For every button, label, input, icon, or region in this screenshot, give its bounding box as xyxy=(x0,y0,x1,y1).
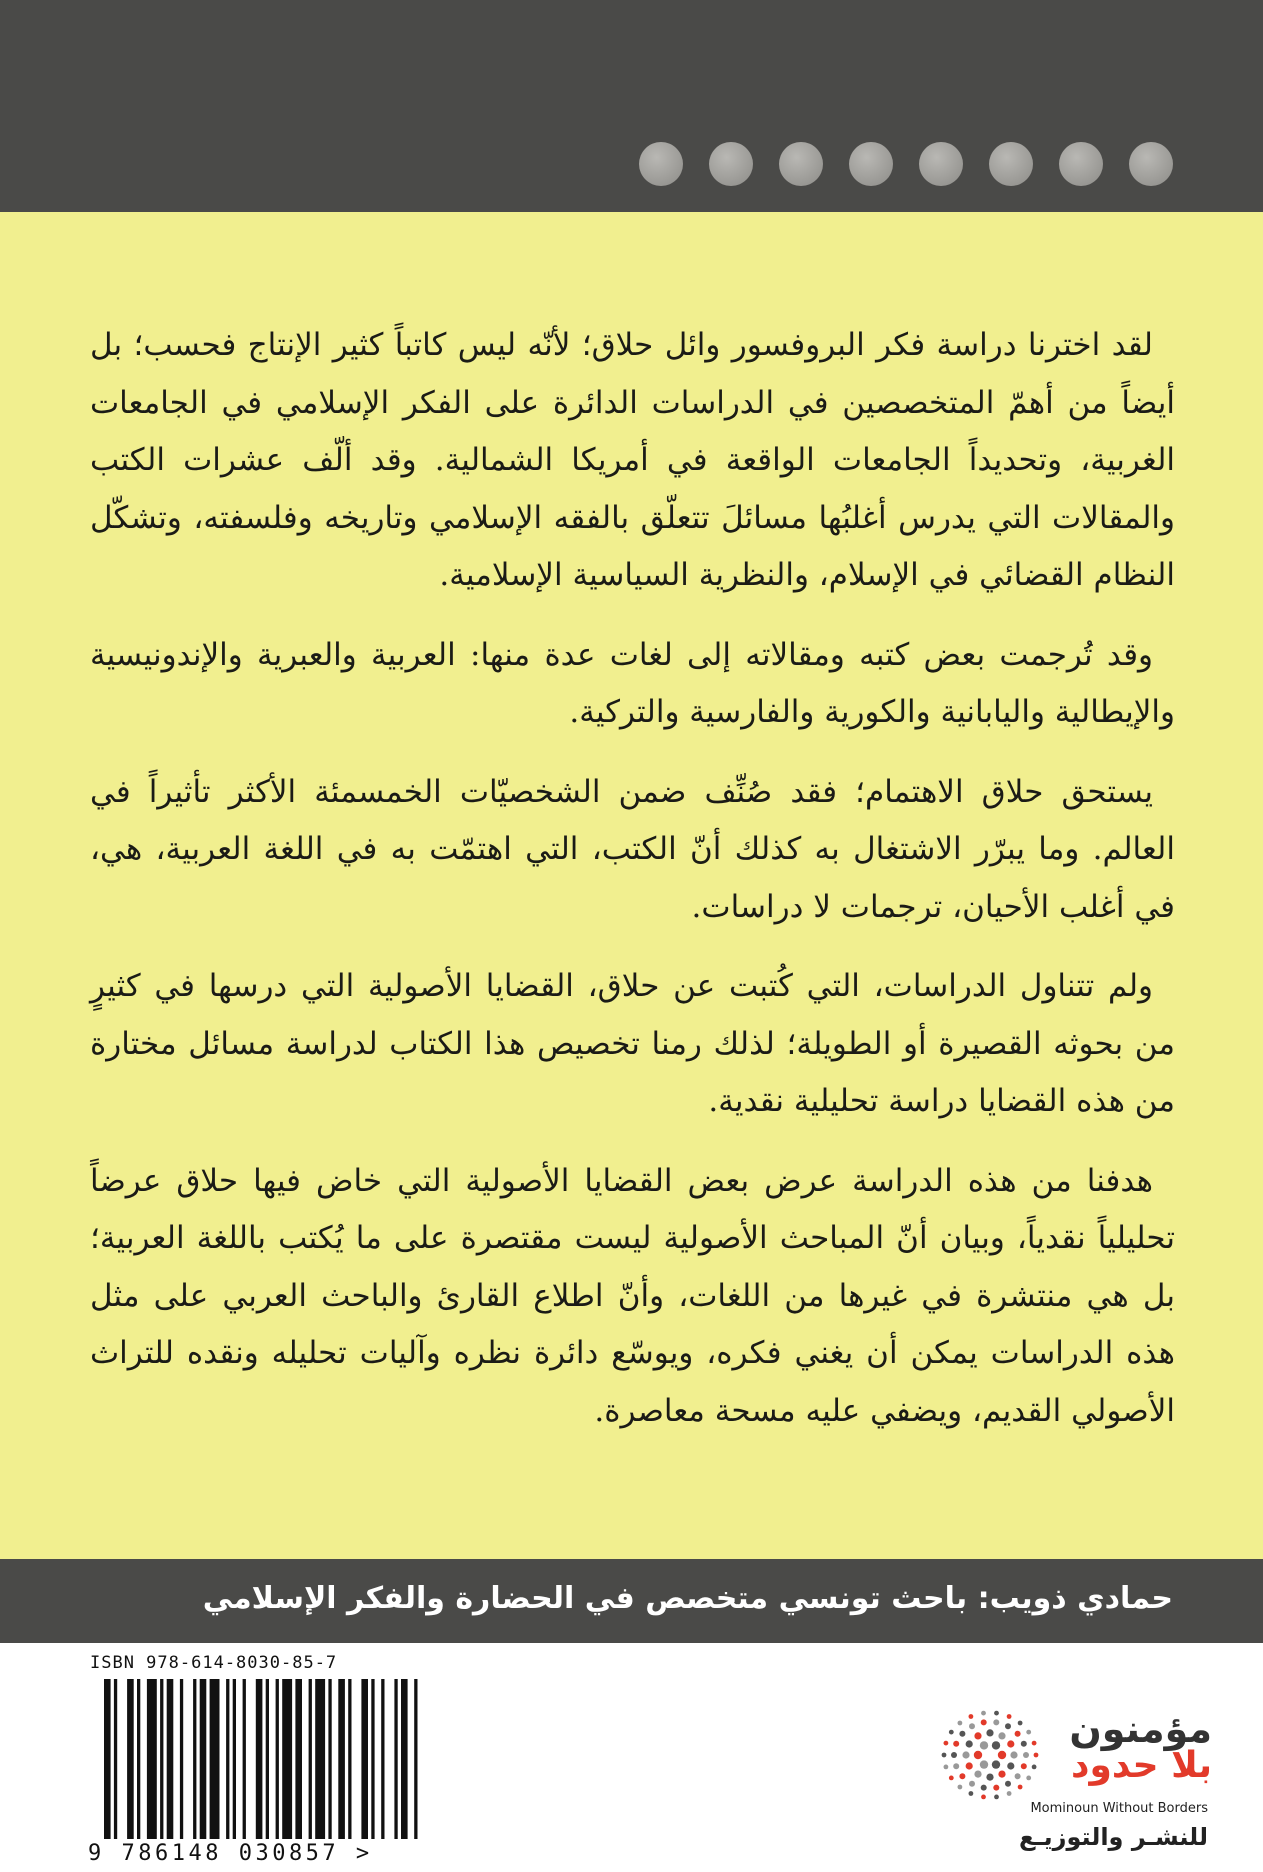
logo-dot xyxy=(1005,1723,1011,1729)
logo-dot xyxy=(944,1741,949,1746)
logo-dot xyxy=(986,1774,993,1781)
dot-icon xyxy=(639,142,683,186)
dot-icon xyxy=(919,142,963,186)
logo-dot xyxy=(969,1723,975,1729)
barcode-bar xyxy=(361,1679,368,1839)
logo-dot xyxy=(981,1711,986,1716)
logo-dot xyxy=(951,1752,957,1758)
barcode-bar xyxy=(210,1679,220,1839)
dot-icon xyxy=(779,142,823,186)
logo-dot xyxy=(974,1732,981,1739)
barcode-bar xyxy=(104,1679,111,1839)
barcode-digits: 9 786148 030857 > xyxy=(88,1841,373,1866)
barcode-bar xyxy=(371,1679,374,1839)
barcode-bar xyxy=(200,1679,207,1839)
barcode-bar xyxy=(381,1679,384,1839)
barcode-bar xyxy=(114,1679,117,1839)
logo-dot xyxy=(981,1795,986,1800)
barcode-bar xyxy=(243,1679,246,1839)
logo-dot xyxy=(992,1760,1000,1768)
logo-dot xyxy=(1021,1741,1027,1747)
logo-dot xyxy=(958,1721,963,1726)
barcode-bar xyxy=(160,1679,163,1839)
logo-dot xyxy=(958,1785,963,1790)
publisher-name-english: Mominoun Without Borders xyxy=(1030,1801,1208,1816)
publisher-name-accent: بلا حدود xyxy=(1071,1745,1212,1786)
logo-dot xyxy=(944,1765,949,1770)
logo-dot xyxy=(981,1785,987,1791)
isbn-label: ISBN 978-614-8030-85-7 xyxy=(90,1653,338,1673)
top-band xyxy=(0,0,1263,212)
logo-dot xyxy=(1034,1753,1039,1758)
logo-dot xyxy=(949,1730,954,1735)
dot-icon xyxy=(709,142,753,186)
barcode-bar xyxy=(226,1679,229,1839)
logo-dot xyxy=(998,1771,1005,1778)
barcode-icon xyxy=(104,1679,500,1839)
publisher-tagline: للنشـر والتوزيـع xyxy=(1019,1823,1208,1851)
logo-dot xyxy=(1023,1752,1029,1758)
author-line: حمادي ذويب: باحث تونسي متخصص في الحضارة والفكر الإسلامي xyxy=(202,1581,1173,1616)
logo-dot xyxy=(980,1760,988,1768)
decorative-dots xyxy=(639,142,1173,186)
logo-dot xyxy=(993,1785,999,1791)
dot-icon xyxy=(1129,142,1173,186)
logo-dot xyxy=(959,1773,965,1779)
logo-dot xyxy=(1007,1740,1014,1747)
logo-dot xyxy=(974,1751,982,1759)
logo-dot xyxy=(966,1762,973,1769)
blurb-paragraph: هدفنا من هذه الدراسة عرض بعض القضايا الأصولية التي خاض فيها حلاق عرضاً تحليلياً نقدياً، وبيان أنّ المباحث الأصولية ليست مقتصرة على ما يُكتب باللغة العربية؛ بل هي منتشرة في غيرها من اللغات، وأنّ اطلاع القارئ والباحث العربي على مثل هذه الدراسات يمكن أن يغني فكره، ويوسّع دائرة نظره وآليات تحليله ونقده للتراث الأصولي القديم، ويضفي عليه مسحة معاصرة. xyxy=(90,1162,1175,1429)
barcode-bar xyxy=(276,1679,279,1839)
barcode-bar xyxy=(127,1679,134,1839)
logo-dot xyxy=(993,1719,999,1725)
logo-dot xyxy=(974,1771,981,1778)
barcode-bar xyxy=(266,1679,269,1839)
dotted-sphere-icon xyxy=(930,1705,1050,1805)
barcode-bar xyxy=(309,1679,312,1839)
logo-dot xyxy=(966,1740,973,1747)
logo-dot xyxy=(1007,1791,1012,1796)
logo-dot xyxy=(1032,1741,1037,1746)
barcode-bar xyxy=(167,1679,174,1839)
barcode-bar xyxy=(147,1679,157,1839)
logo-dot xyxy=(980,1741,988,1749)
logo-dot xyxy=(986,1729,993,1736)
logo-dot xyxy=(1026,1776,1031,1781)
logo-dot xyxy=(969,1781,975,1787)
publisher-name: مؤمنون xyxy=(1069,1707,1212,1751)
logo-dot xyxy=(992,1741,1000,1749)
blurb-paragraph: لقد اخترنا دراسة فكر البروفسور وائل حلاق؛ لأنّه ليس كاتباً كثير الإنتاج فحسب؛ بل أيضاً من أهمّ المتخصصين في الدراسات الدائرة على الفكر الإسلامي في الجامعات الغربية، وتحديداً الجامعات الواقعة في أمريكا الشمالية. وقد ألّف عشرات الكتب والمقالات التي يدرس أغلبُها مسائلَ تتعلّق بالفقه الإسلامي وتاريخه وفلسفته، وتشكّل النظام القضائي في الإسلام، والنظرية السياسية الإسلامية. xyxy=(90,327,1175,593)
blurb-paragraph: ولم تتناول الدراسات، التي كُتبت عن حلاق، القضايا الأصولية التي درسها في كثيرٍ من بحوثه القصيرة أو الطويلة؛ لذلك رمنا تخصيص هذا الكتاب لدراسة مسائل مختارة من هذه القضايا دراسة تحليلية نقدية. xyxy=(90,968,1175,1119)
bottom-area xyxy=(0,1643,1263,1872)
barcode-bar xyxy=(328,1679,331,1839)
logo-dot xyxy=(962,1751,969,1758)
barcode-bar xyxy=(338,1679,345,1839)
logo-dot xyxy=(969,1714,974,1719)
logo-dot xyxy=(981,1719,987,1725)
logo-dot xyxy=(942,1753,947,1758)
barcode-bar xyxy=(401,1679,408,1839)
logo-dot xyxy=(1015,1773,1021,1779)
logo-dot xyxy=(969,1791,974,1796)
logo-dot xyxy=(1010,1751,1017,1758)
logo-dot xyxy=(998,1732,1005,1739)
logo-dot xyxy=(1021,1763,1027,1769)
blurb-paragraph: يستحق حلاق الاهتمام؛ فقد صُنِّف ضمن الشخصيّات الخمسمئة الأكثر تأثيراً في العالم. وما يبرّر الاشتغال به كذلك أنّ الكتب، التي اهتمّت به في اللغة العربية، هي، في أغلب الأحيان، ترجمات لا دراسات. xyxy=(90,773,1175,925)
logo-dot xyxy=(1005,1781,1011,1787)
logo-dot xyxy=(953,1741,959,1747)
logo-dot xyxy=(998,1751,1006,1759)
barcode-bar xyxy=(193,1679,196,1839)
barcode-bar xyxy=(233,1679,236,1839)
dot-icon xyxy=(989,142,1033,186)
logo-dot xyxy=(1018,1721,1023,1726)
logo-dot xyxy=(1018,1785,1023,1790)
logo-dot xyxy=(994,1795,999,1800)
barcode-bar xyxy=(315,1679,325,1839)
logo-dot xyxy=(953,1763,959,1769)
barcode-bar xyxy=(180,1679,183,1839)
dot-icon xyxy=(1059,142,1103,186)
blurb-text xyxy=(90,317,1175,1462)
author-band xyxy=(0,1559,1263,1643)
logo-dot xyxy=(1015,1731,1021,1737)
logo-dot xyxy=(1032,1765,1037,1770)
logo-dot xyxy=(1007,1762,1014,1769)
barcode-bar xyxy=(295,1679,302,1839)
barcode-bar xyxy=(414,1679,417,1839)
barcode-bar xyxy=(137,1679,140,1839)
barcode-bar xyxy=(256,1679,263,1839)
dot-icon xyxy=(849,142,893,186)
logo-dot xyxy=(1026,1730,1031,1735)
blurb-area xyxy=(0,212,1263,1559)
publisher-logo xyxy=(930,1705,1230,1865)
logo-dot xyxy=(1007,1714,1012,1719)
barcode-bar xyxy=(348,1679,351,1839)
barcode-bar xyxy=(394,1679,397,1839)
barcode-bar xyxy=(282,1679,292,1839)
blurb-paragraph: وقد تُرجمت بعض كتبه ومقالاته إلى لغات عدة منها: العربية والعبرية والإندونيسية والإيطالية واليابانية والكورية والفارسية والتركية. xyxy=(90,636,1175,730)
logo-dot xyxy=(994,1711,999,1716)
logo-dot xyxy=(949,1776,954,1781)
logo-dot xyxy=(959,1731,965,1737)
